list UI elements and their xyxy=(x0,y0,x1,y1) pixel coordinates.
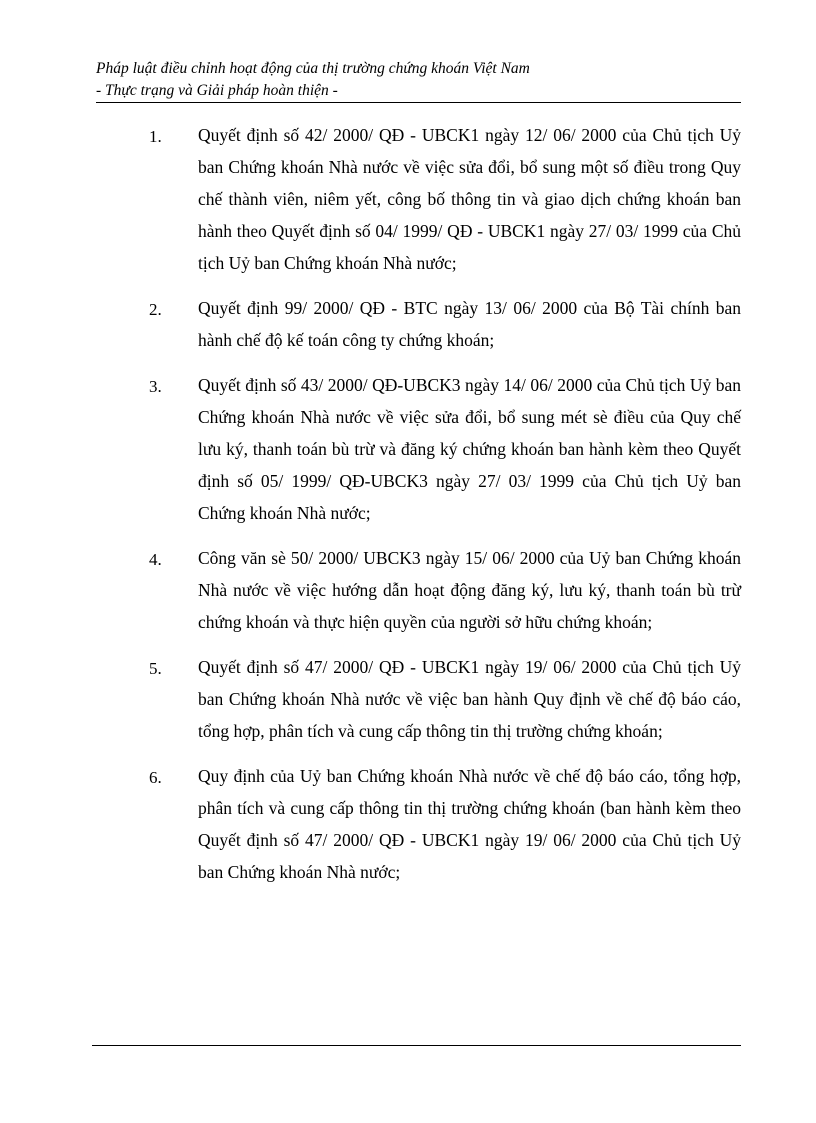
list-item-text: Công văn sè 50/ 2000/ UBCK3 ngày 15/ 06/ 2000 của Uỷ ban Chứng khoán Nhà nước về việc hướng dẫn hoạt động đăng ký, lưu ký, thanh toán bù trừ chứng khoán và thực hiện quyền của người sở hữu chứng khoán; xyxy=(198,548,741,632)
list-item xyxy=(96,542,741,638)
list-item xyxy=(96,760,741,888)
list-item xyxy=(96,119,741,279)
footer-divider xyxy=(92,1045,741,1046)
running-header xyxy=(96,58,741,102)
list-item-number: 4. xyxy=(149,550,162,569)
list-item-number: 2. xyxy=(149,300,162,319)
document-list xyxy=(96,119,741,901)
list-item-text: Quyết định số 47/ 2000/ QĐ - UBCK1 ngày 19/ 06/ 2000 của Chủ tịch Uỷ ban Chứng khoán Nhà nước về việc ban hành Quy định về chế độ báo cáo, tổng hợp, phân tích và cung cấp thông tin thị trường chứng khoán; xyxy=(198,657,741,741)
list-item-text: Quyết định 99/ 2000/ QĐ - BTC ngày 13/ 06/ 2000 của Bộ Tài chính ban hành chế độ kế toán công ty chứng khoán; xyxy=(198,298,741,350)
list-item-number: 5. xyxy=(149,659,162,678)
list-item-number: 6. xyxy=(149,768,162,787)
header-divider xyxy=(96,102,741,103)
list-item xyxy=(96,292,741,356)
list-item-number: 3. xyxy=(149,377,162,396)
list-item-number: 1. xyxy=(149,127,162,146)
header-subtitle-line: - Thực trạng và Giải pháp hoàn thiện - xyxy=(96,82,338,99)
list-item xyxy=(96,651,741,747)
header-title-line: Pháp luật điều chỉnh hoạt động của thị trường chứng khoán Việt Nam xyxy=(96,60,530,77)
list-item-text: Quyết định số 42/ 2000/ QĐ - UBCK1 ngày 12/ 06/ 2000 của Chủ tịch Uỷ ban Chứng khoán Nhà nước về việc sửa đổi, bổ sung một số điều trong Quy chế thành viên, niêm yết, công bố thông tin và giao dịch chứng khoán ban hành theo Quyết định số 04/ 1999/ QĐ - UBCK1 ngày 27/ 03/ 1999 của Chủ tịch Uỷ ban Chứng khoán Nhà nước; xyxy=(198,125,741,273)
list-item xyxy=(96,369,741,529)
list-item-text: Quyết định số 43/ 2000/ QĐ-UBCK3 ngày 14/ 06/ 2000 của Chủ tịch Uỷ ban Chứng khoán Nhà nước về việc sửa đổi, bổ sung mét sè điều của Quy chế lưu ký, thanh toán bù trừ và đăng ký chứng khoán ban hành kèm theo Quyết định số 05/ 1999/ QĐ-UBCK3 ngày 27/ 03/ 1999 của Chủ tịch Uỷ ban Chứng khoán Nhà nước; xyxy=(198,375,741,523)
list-item-text: Quy định của Uỷ ban Chứng khoán Nhà nước về chế độ báo cáo, tổng hợp, phân tích và cung cấp thông tin thị trường chứng khoán (ban hành kèm theo Quyết định số 47/ 2000/ QĐ - UBCK1 ngày 19/ 06/ 2000 của Chủ tịch Uỷ ban Chứng khoán Nhà nước; xyxy=(198,766,741,882)
